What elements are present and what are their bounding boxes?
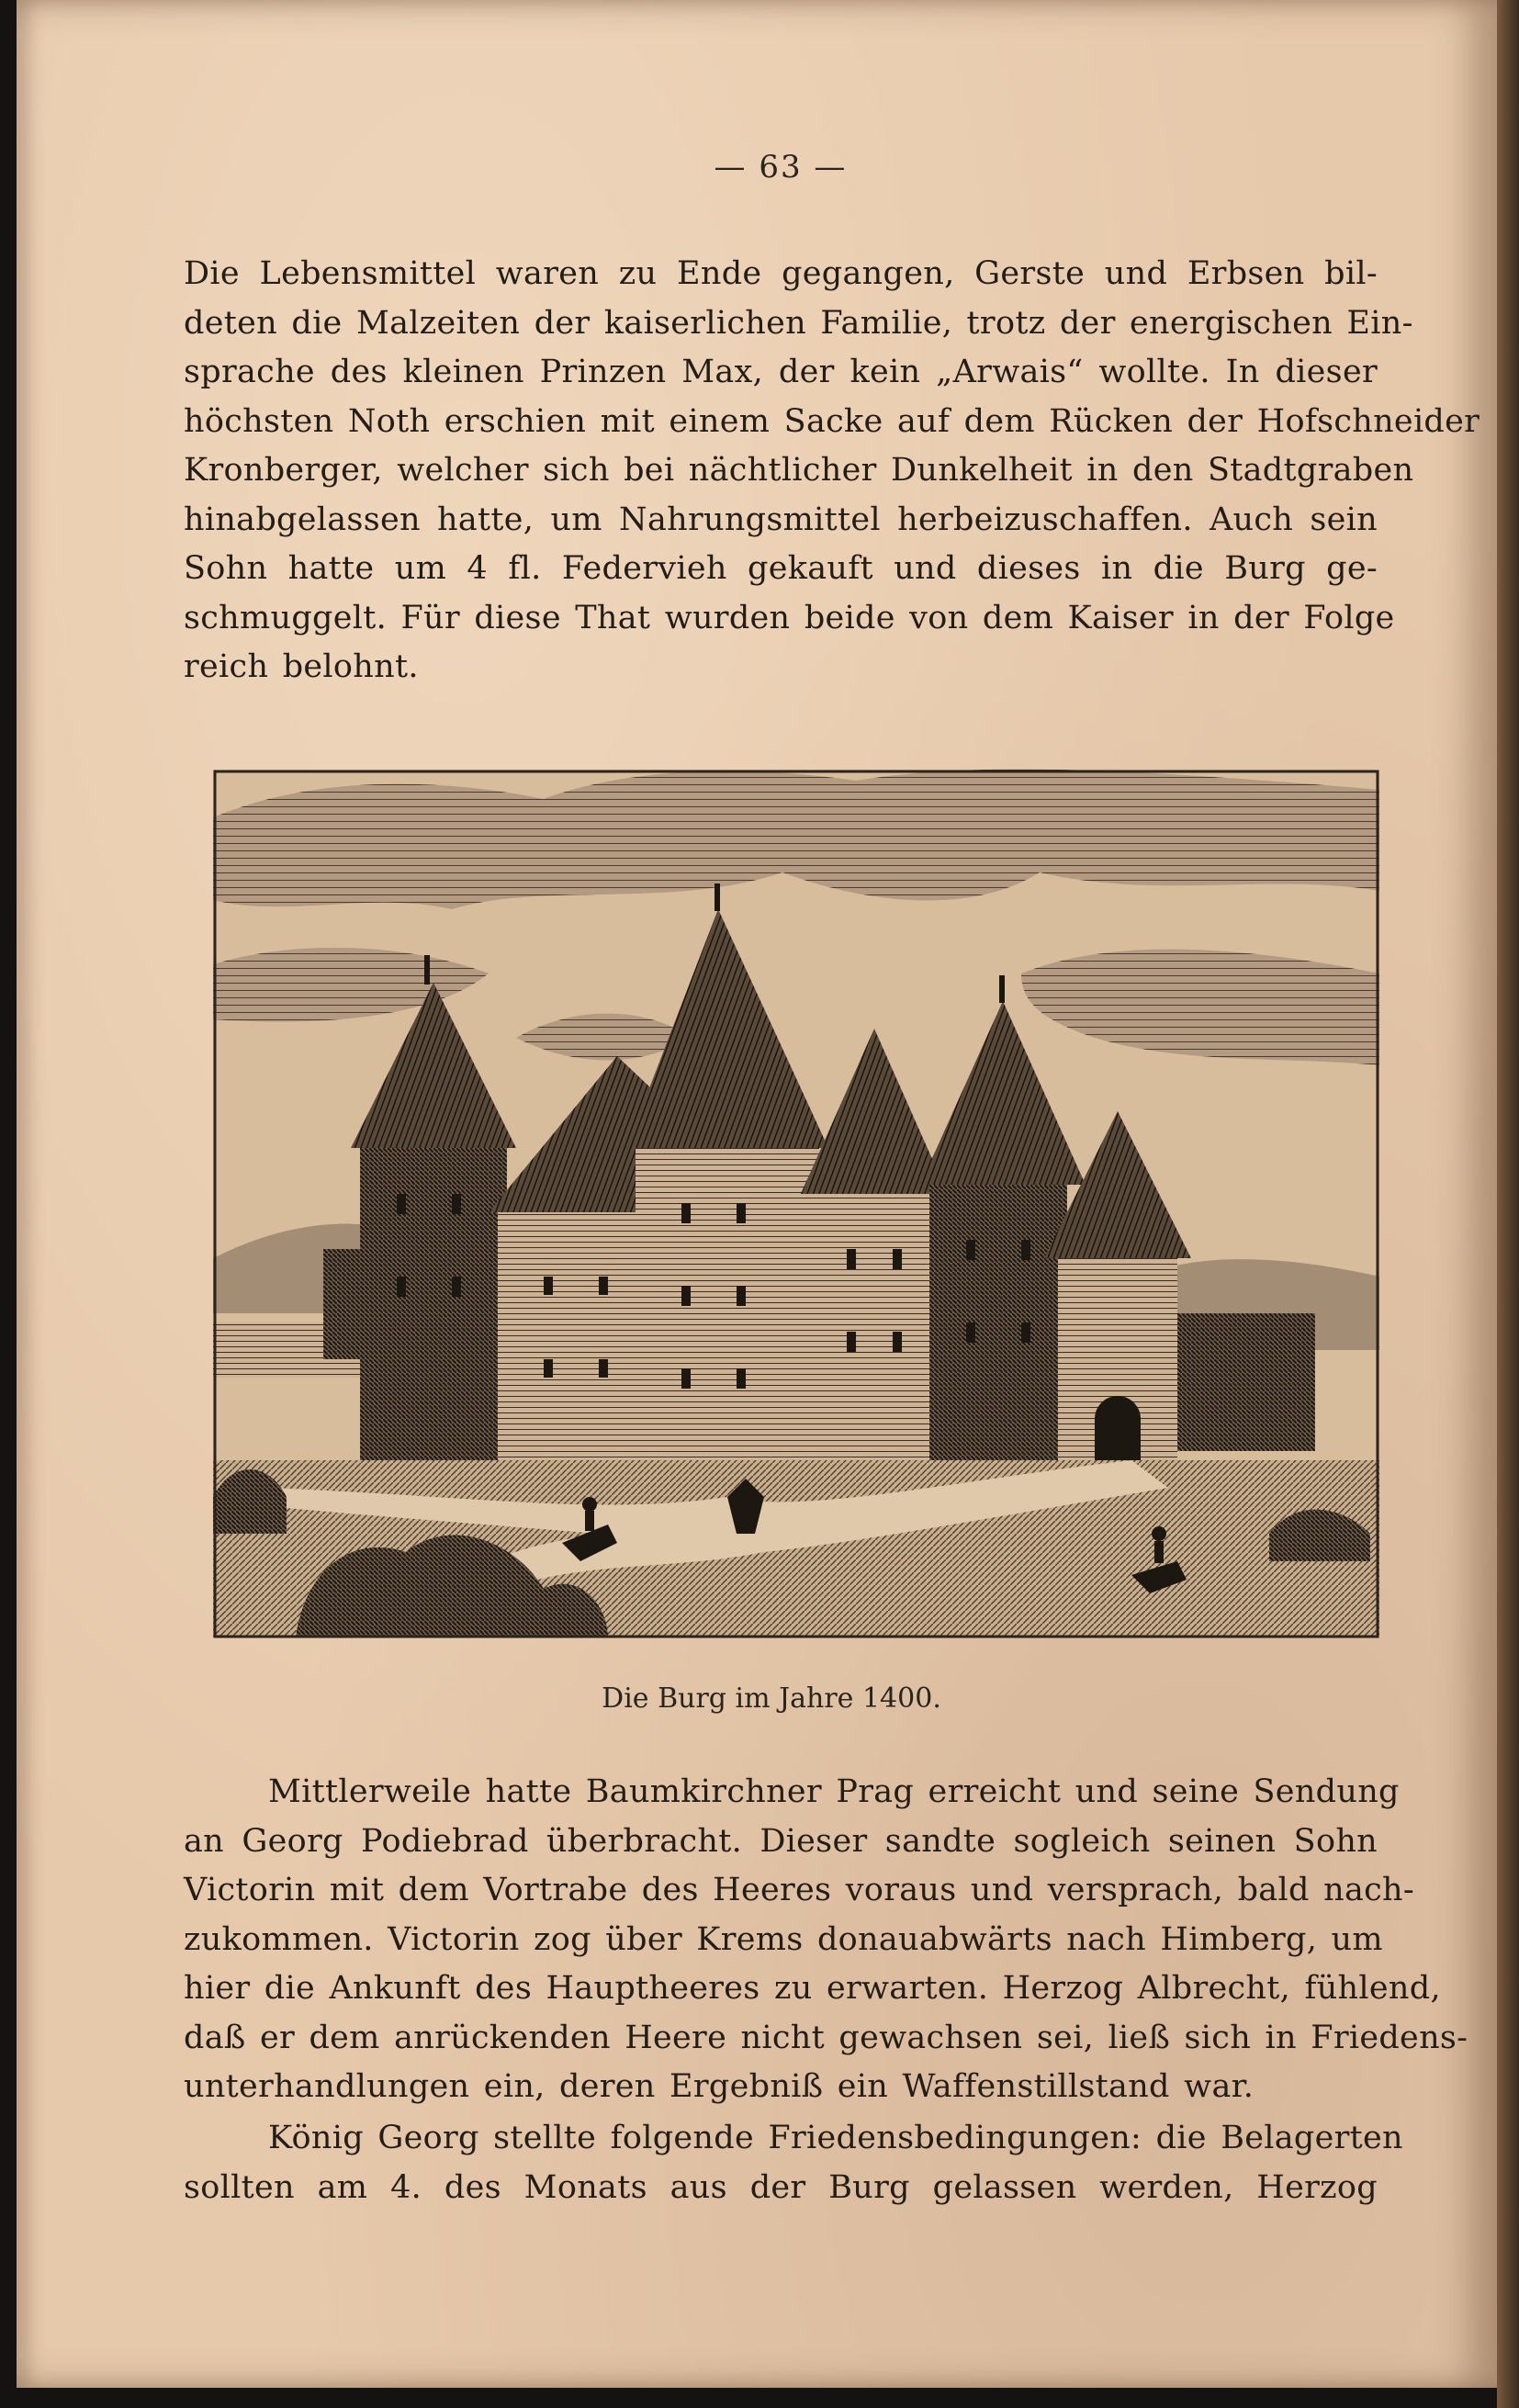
text-line: höchsten Noth erschien mit einem Sacke auf dem Rücken der Hofschneider — [184, 402, 1480, 440]
page-number: — 63 — — [714, 149, 848, 186]
text-line: Sohn hatte um 4 fl. Federvieh gekauft und dieses in die Burg ge- — [184, 550, 1378, 587]
text-line: hier die Ankunft des Hauptheeres zu erwarten. Herzog Albrecht, fühlend, — [184, 1970, 1441, 2007]
text-line: Victorin mit dem Vortrabe des Heeres voraus und versprach, bald nach- — [184, 1872, 1414, 1908]
paragraph-3 — [184, 2114, 1403, 2212]
text-line: Mittlerweile hatte Baumkirchner Prag erreicht und seine Sendung — [268, 1773, 1400, 1810]
text-line: hinabgelassen hatte, um Nahrungsmittel herbeizuschaffen. Auch sein — [184, 501, 1378, 538]
text-line: unterhandlungen ein, deren Ergebniß ein Waffenstillstand war. — [184, 2068, 1255, 2105]
text-line: zukommen. Victorin zog über Krems donauabwärts nach Himberg, um — [184, 1920, 1383, 1958]
book-edge — [1497, 0, 1519, 2408]
figure-caption: Die Burg im Jahre 1400. — [602, 1682, 941, 1715]
text-line: sprache des kleinen Prinzen Max, der kein „Arwais“ wollte. In dieser — [184, 354, 1378, 390]
paragraph-2 — [184, 1768, 1468, 2112]
text-line: sollten am 4. des Monats aus der Burg gelassen werden, Herzog — [184, 2168, 1378, 2206]
text-line: König Georg stellte folgende Friedensbedingungen: die Belagerten — [268, 2120, 1403, 2156]
text-line: an Georg Podiebrad überbracht. Dieser sandte sogleich seinen Sohn — [184, 1822, 1378, 1860]
text-line: Die Lebensmittel waren zu Ende gegangen, Gerste und Erbsen bil- — [184, 255, 1378, 292]
text-line: schmuggelt. Für diese That wurden beide von dem Kaiser in der Folge — [184, 599, 1395, 636]
text-line: daß er dem anrückenden Heere nicht gewachsen sei, ließ sich in Friedens- — [184, 2019, 1468, 2056]
paragraph-1 — [184, 250, 1480, 692]
text-line: deten die Malzeiten der kaiserlichen Familie, trotz der energischen Ein- — [184, 304, 1413, 342]
text-line: Kronberger, welcher sich bei nächtlicher Dunkelheit in den Stadtgraben — [184, 452, 1414, 489]
castle-engraving — [213, 762, 1379, 1644]
text-line: reich belohnt. — [184, 648, 419, 685]
